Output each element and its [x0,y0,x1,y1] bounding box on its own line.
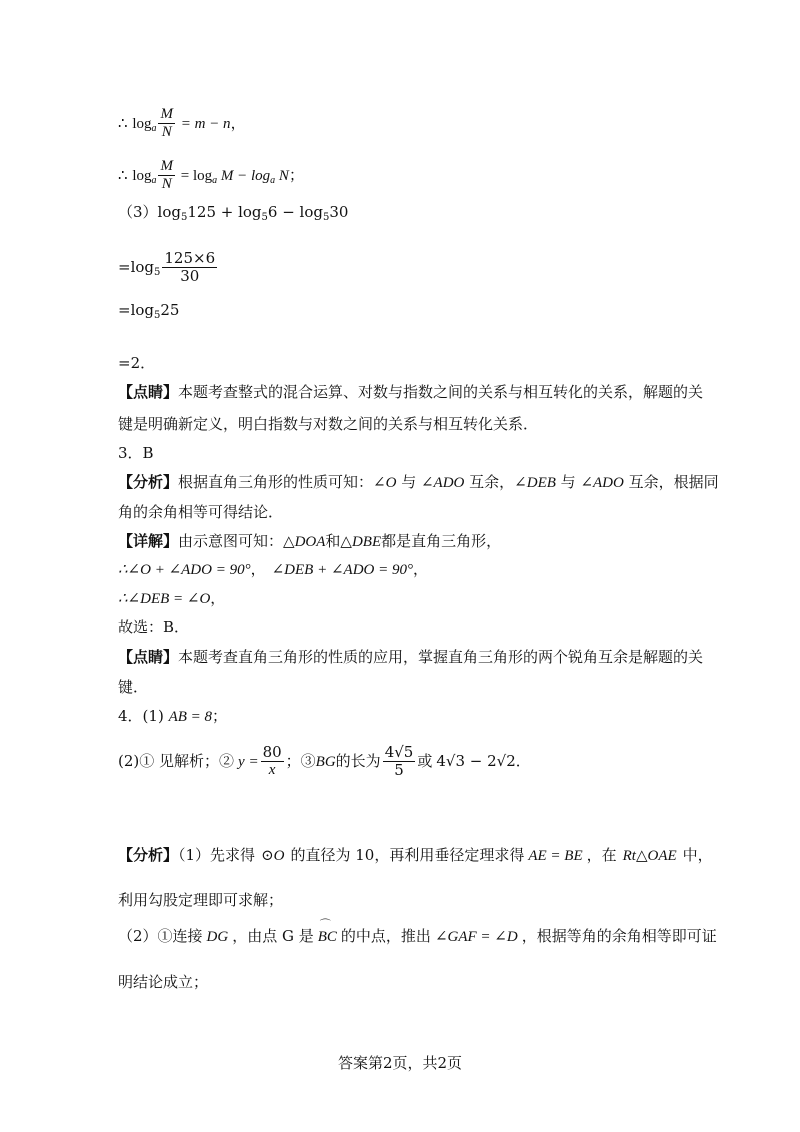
fraction-numerator: 80 [262,743,282,761]
angle-equation: ∴∠O + ∠ADO = 90° [118,562,251,578]
fraction-4root5-over-5 [383,744,416,780]
log-text: =log [118,257,154,276]
equation-rest: = m − n [176,115,231,132]
paragraph-text: 本题考查直角三角形的性质的应用，掌握直角三角形的两个锐角互余是解题的关 [178,648,704,666]
detail-line-1 [118,534,501,550]
answer-4-part-2 [118,744,531,780]
analysis-paragraph-4-part-2 [118,919,717,945]
arc-name: BC [317,929,337,945]
equation: AB = 8 [168,709,213,725]
triangle-expr: △DOA [283,534,326,550]
arc-mark: ⌒ [319,919,331,931]
equation: AE = BE [528,848,583,864]
choice-line: 故选：B． [118,618,190,636]
therefore-symbol: ∴ [118,113,133,132]
triangle-expr: △DBE [340,534,382,550]
triangle-expr: Rt△OAE [622,848,677,864]
analysis-paragraph-4-cont: 利用勾股定理即可求解； [118,891,284,909]
equation-line-5 [118,303,179,321]
angle-equation: ∠GAF = ∠D [434,929,518,945]
equation-part: 6 − log [267,203,323,221]
part-label: （3） [118,203,158,221]
comment-paragraph-1 [118,385,703,400]
paragraph-text: 本题考查整式的混合运算、对数与指数之间的关系与相互转化的关系，解题的关 [178,383,704,401]
log-base: 5 [180,212,188,223]
analysis-paragraph-4 [118,848,713,864]
equation-line-1 [118,106,246,142]
log-base: 5 [261,212,268,223]
paragraph-text: ，根据等角的余角相等即可证 [521,927,717,945]
angle-expr: ∠ADO [580,475,624,491]
arc-bc [317,919,337,945]
log-base: 5 [154,266,161,278]
paragraph-text: ，由点 G 是 [232,927,314,945]
circle-symbol: ⊙O [261,848,285,864]
analysis-paragraph-3 [118,475,719,491]
paragraph-text: 与 [555,473,581,491]
equation-part: = log [176,167,213,184]
paragraph-text: （2）①连接 [118,927,203,945]
paragraph-text: 由示意图可知： [178,532,284,550]
angle-expr: ∠DEB [514,475,556,491]
log-base: 5 [322,212,330,223]
fraction-numerator: M [158,158,175,176]
punctuation: ， [412,560,428,578]
paragraph-text: 中， [682,846,713,864]
section-tag: 【点睛】 [118,383,179,401]
log-base: a [212,174,218,186]
answer-4-part-1 [118,709,227,725]
comment-paragraph-2-cont: 键． [118,678,149,696]
equation-line-3 [118,205,348,223]
equals-sign: = [118,301,131,319]
log-base: 5 [154,310,161,321]
log-text: log [130,301,155,319]
paragraph-text: 互余，根据同 [623,473,719,491]
angle-expr: ∠ADO [420,475,465,491]
comment-paragraph-2 [118,650,703,665]
result-line: =2． [118,354,156,372]
fraction-denominator: x [268,762,276,779]
log-base: a [151,174,157,186]
log-base: a [151,122,157,134]
paragraph-text: 与 [396,473,421,491]
fraction-denominator: 5 [394,761,404,780]
equation-line-2 [118,158,304,194]
radical-expr: 4√3 − 2√2 [436,751,516,770]
paragraph-text: 的长为 [335,751,381,770]
analysis-paragraph-4-part-2-cont: 明结论成立； [118,973,209,991]
section-tag: 【点睛】 [118,648,179,666]
paragraph-text: 都是直角三角形， [381,532,502,550]
angle-expr: ∠O [373,475,397,491]
comment-paragraph-1-cont: 键是明确新定义，明白指数与对数之间的关系与相互转化关系． [118,415,539,433]
fraction-denominator: 30 [180,267,200,286]
fraction-numerator: M [158,106,175,124]
equation-line-4 [118,250,219,286]
punctuation: ； [288,165,304,184]
fraction-numerator: 4√5 [384,743,414,761]
part-label: 4．(1) [118,707,164,725]
page-footer: 答案第2页，共2页 [337,1054,463,1072]
section-tag: 【分析】 [118,846,179,864]
therefore-symbol: ∴ [118,165,133,184]
fraction-denominator: N [161,124,172,141]
paragraph-text: ，在 [586,846,617,864]
paragraph-text: 和 [325,532,341,550]
paragraph-text: 的直径为 10，再利用垂径定理求得 [290,846,525,864]
equation-part: 30 [329,203,349,221]
punctuation: ， [210,589,226,607]
paragraph-text: 或 [417,751,433,770]
paragraph-text: 根据直角三角形的性质可知： [178,473,374,491]
punctuation: ； [212,707,228,725]
log-text: log [157,203,181,221]
paragraph-text: （1）先求得 [178,846,256,864]
angle-equation: ∠DEB + ∠ADO = 90° [271,562,413,578]
detail-line-2 [118,562,428,578]
fraction-numerator: 125×6 [164,249,216,267]
segment-name: DG [206,929,229,945]
log-base: a [270,174,276,186]
paragraph-text: 的中点，推出 [340,927,431,945]
fraction-denominator: N [161,176,172,193]
punctuation: ， [230,113,246,132]
segment-name: BG [315,753,336,770]
function-lhs: y = [238,753,259,770]
answer-3: 3．B [118,444,154,462]
analysis-paragraph-3-cont: 角的余角相等可得结论． [118,503,284,521]
detail-line-3 [118,591,225,607]
fraction-m-over-n [158,106,175,142]
punctuation: ， [250,560,266,578]
fraction [162,250,217,286]
fraction-m-over-n [158,158,175,194]
paragraph-text: 互余， [464,473,515,491]
section-tag: 【详解】 [118,532,179,550]
section-tag: 【分析】 [118,473,179,491]
log-argument: 25 [160,301,180,319]
punctuation: ． [515,751,531,770]
part-label: (2)① 见解析；② [118,751,235,770]
equation-part: 125 + log [187,203,262,221]
fraction-80-over-x [261,744,284,780]
equation-part: N [275,167,289,184]
angle-equation: ∴∠DEB = ∠O [118,591,211,607]
paragraph-text: ；③ [285,751,316,770]
equation-part: M − log [217,167,271,184]
log-text: log [132,167,152,184]
log-text: log [132,115,152,132]
